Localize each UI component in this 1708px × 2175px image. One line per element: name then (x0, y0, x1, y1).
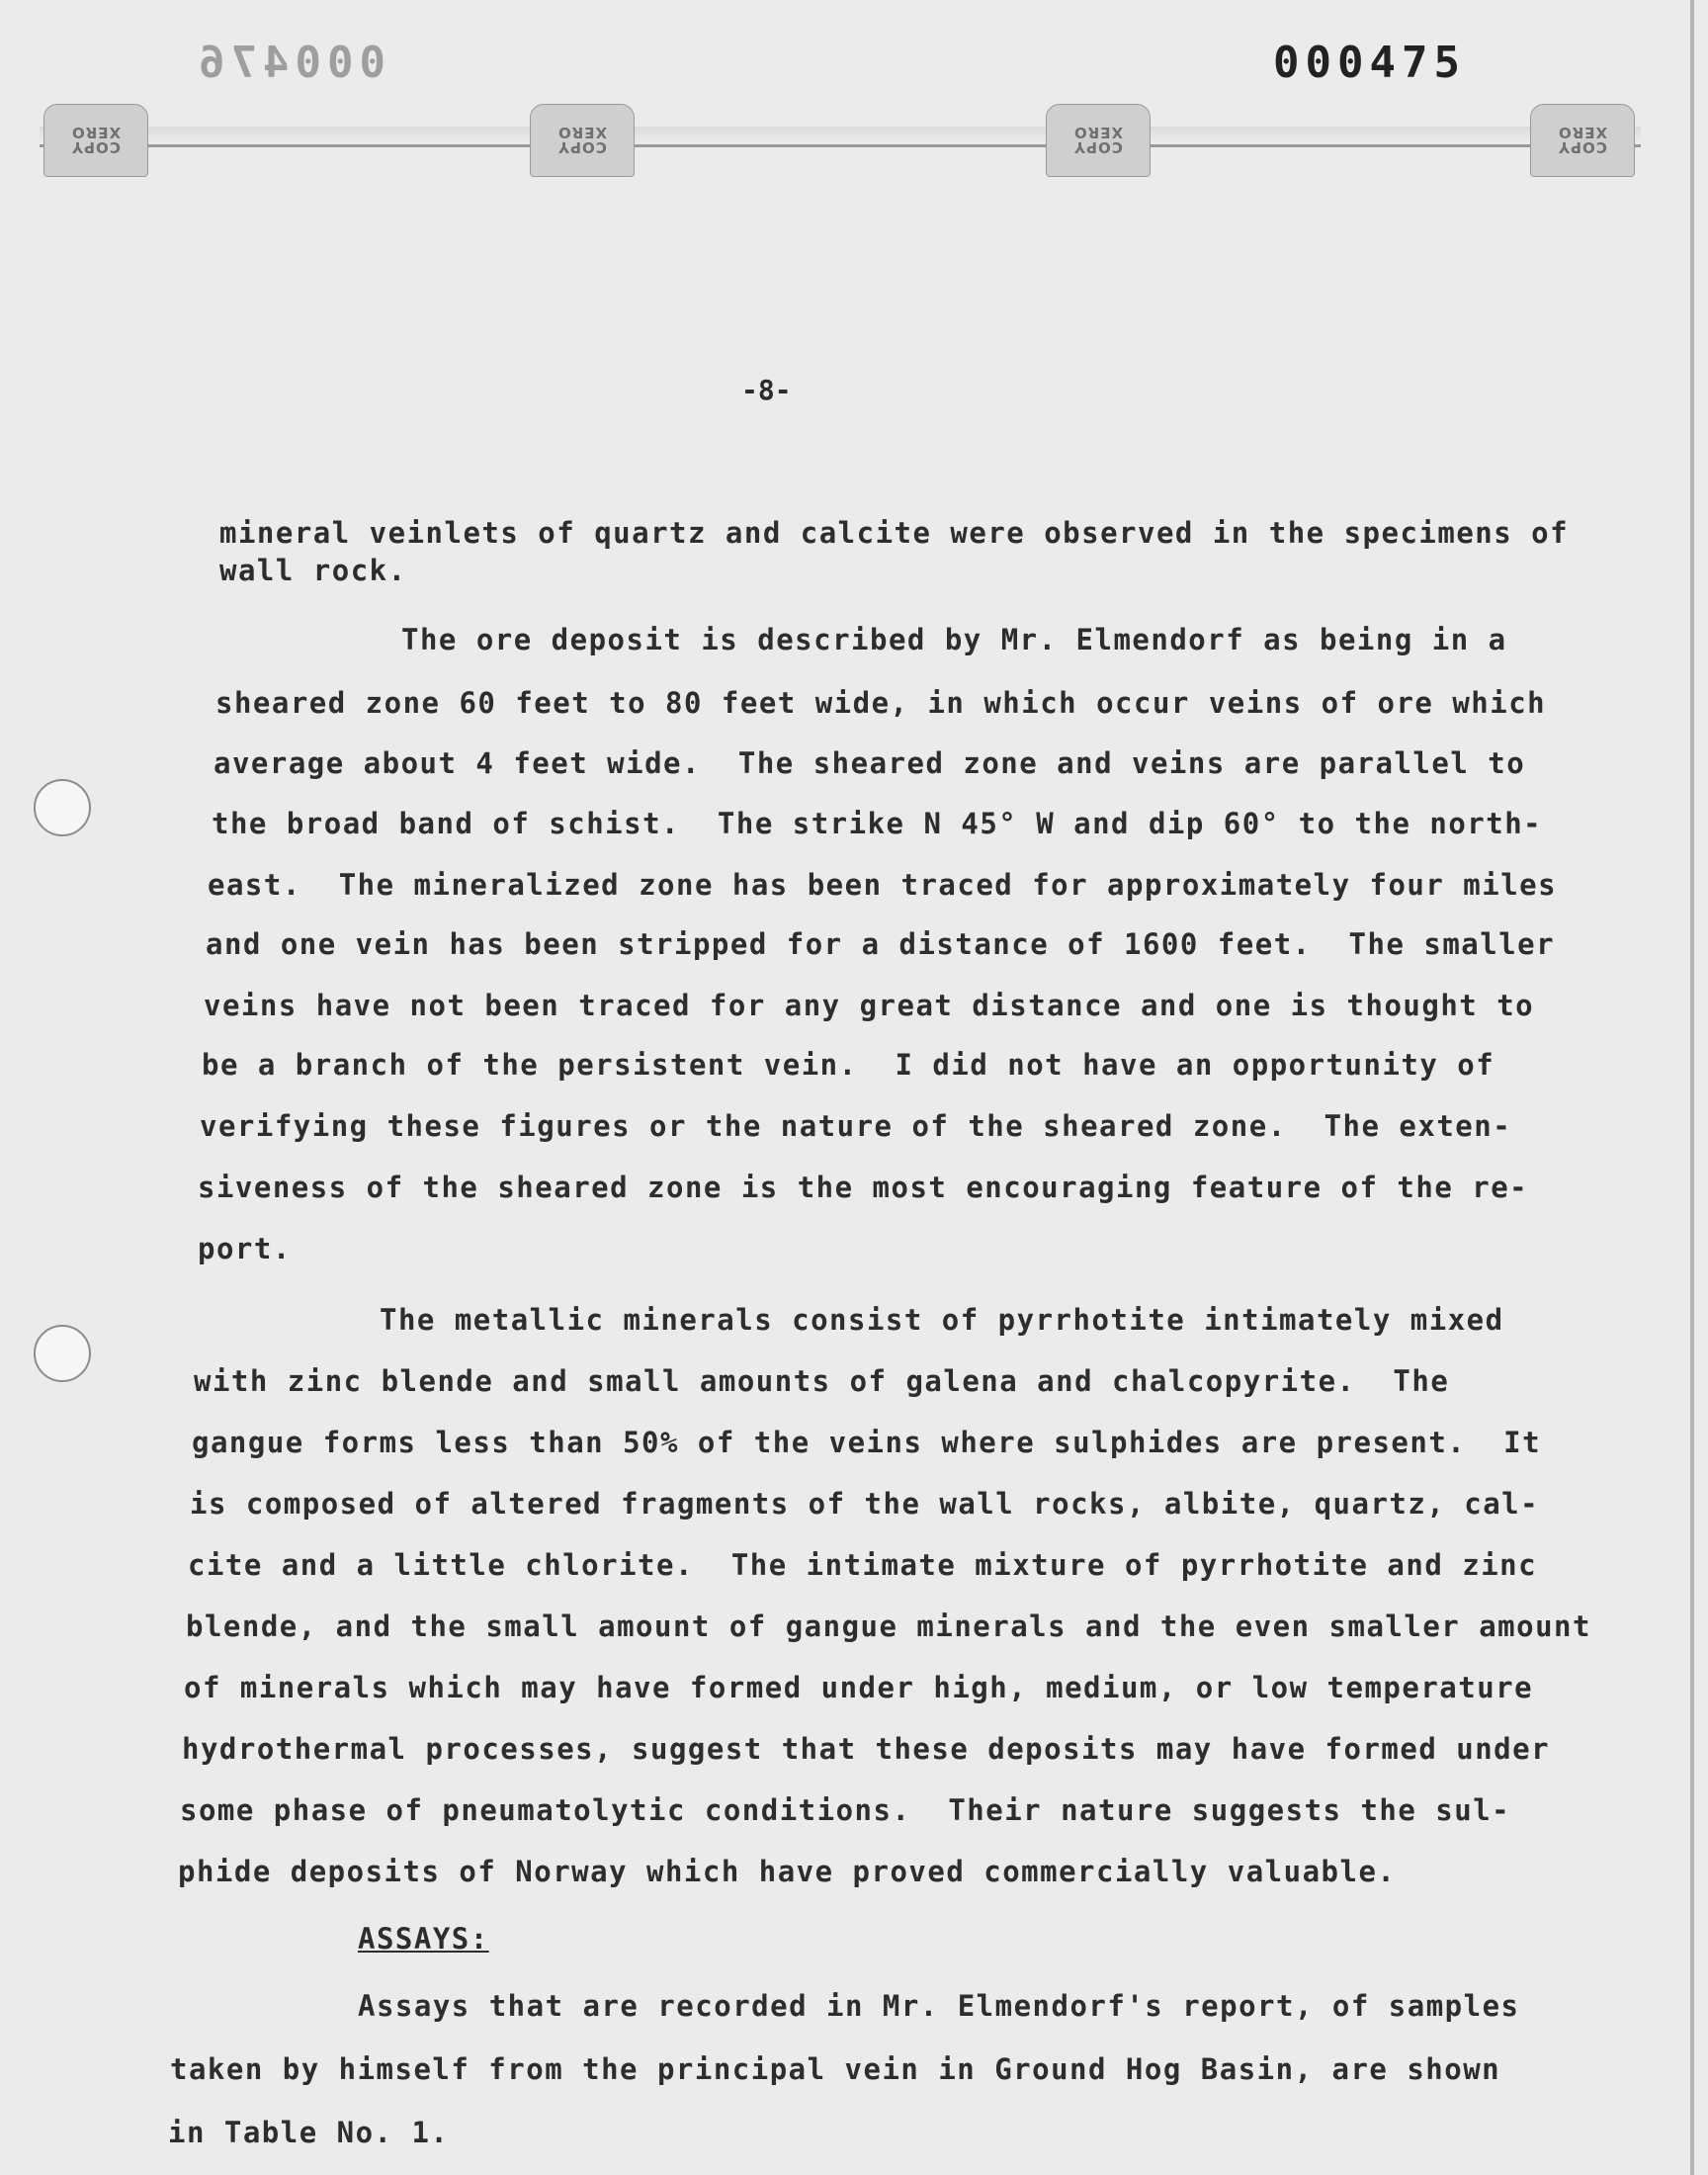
mirrored-document-number: 000476 (193, 38, 385, 88)
text-line: is composed of altered fragments of the wall rocks, albite, quartz, cal- (190, 1487, 1540, 1521)
document-number: 000475 (1273, 38, 1466, 88)
text-line: sheared zone 60 feet to 80 feet wide, in which occur veins of ore which (215, 686, 1547, 720)
text-line: be a branch of the persistent vein. I did not have an opportunity of (202, 1048, 1495, 1082)
text-line: gangue forms less than 50% of the veins where sulphides are present. It (192, 1426, 1542, 1459)
page-edge (1690, 0, 1694, 2175)
text-line: some phase of pneumatolytic conditions. Their nature suggests the sul- (180, 1793, 1511, 1827)
stamp-text-copy: COPY (71, 138, 121, 156)
text-line: verifying these figures or the nature of the sheared zone. The exten- (200, 1109, 1512, 1143)
stamp-text-copy: COPY (1073, 138, 1123, 156)
page-number: -8- (741, 374, 792, 406)
text-line: with zinc blende and small amounts of galena and chalcopyrite. The (194, 1364, 1450, 1398)
stamp-text-copy: COPY (1558, 138, 1607, 156)
punch-hole-lower (34, 1325, 91, 1382)
text-line: blende, and the small amount of gangue minerals and the even smaller amount (186, 1610, 1591, 1643)
text-line: Assays that are recorded in Mr. Elmendorf's report, of samples (358, 1989, 1520, 2023)
text-line: east. The mineralized zone has been traced for approximately four miles (208, 868, 1558, 902)
text-line: The ore deposit is described by Mr. Elmendorf as being in a (401, 623, 1507, 656)
assays-heading: ASSAYS: (358, 1922, 489, 1956)
text-line: phide deposits of Norway which have proved commercially valuable. (178, 1855, 1397, 1888)
copier-edge-band (40, 124, 1641, 147)
text-line: mineral veinlets of quartz and calcite were observed in the specimens of (219, 516, 1570, 550)
text-line: in Table No. 1. (168, 2116, 450, 2149)
text-line: cite and a little chlorite. The intimate mixture of pyrrhotite and zinc (188, 1548, 1538, 1582)
stamp-text-xero: XERO (1072, 124, 1124, 141)
xero-copy-stamp-4 (1530, 104, 1635, 177)
text-line: of minerals which may have formed under high, medium, or low temperature (184, 1671, 1534, 1704)
text-line: taken by himself from the principal vein in Ground Hog Basin, are shown (170, 2052, 1501, 2086)
text-line: port. (198, 1232, 292, 1265)
text-line: veins have not been traced for any great distance and one is thought to (204, 989, 1535, 1022)
stamp-text-copy: COPY (557, 138, 607, 156)
stamp-text-xero: XERO (70, 124, 122, 141)
text-line: The metallic minerals consist of pyrrhotite intimately mixed (380, 1303, 1504, 1337)
text-line: and one vein has been stripped for a distance of 1600 feet. The smaller (206, 927, 1556, 961)
stamp-text-xero: XERO (1557, 124, 1608, 141)
punch-hole-upper (34, 779, 91, 836)
text-line: the broad band of schist. The strike N 45° W and dip 60° to the north- (212, 807, 1543, 840)
text-line: siveness of the sheared zone is the most encouraging feature of the re- (198, 1171, 1529, 1204)
xero-copy-stamp-1 (43, 104, 148, 177)
xero-copy-stamp-3 (1046, 104, 1151, 177)
stamp-text-xero: XERO (556, 124, 608, 141)
text-line: hydrothermal processes, suggest that these deposits may have formed under (182, 1732, 1551, 1766)
text-line: average about 4 feet wide. The sheared zone and veins are parallel to (214, 746, 1526, 780)
text-line: wall rock. (219, 554, 407, 587)
xero-copy-stamp-2 (530, 104, 635, 177)
